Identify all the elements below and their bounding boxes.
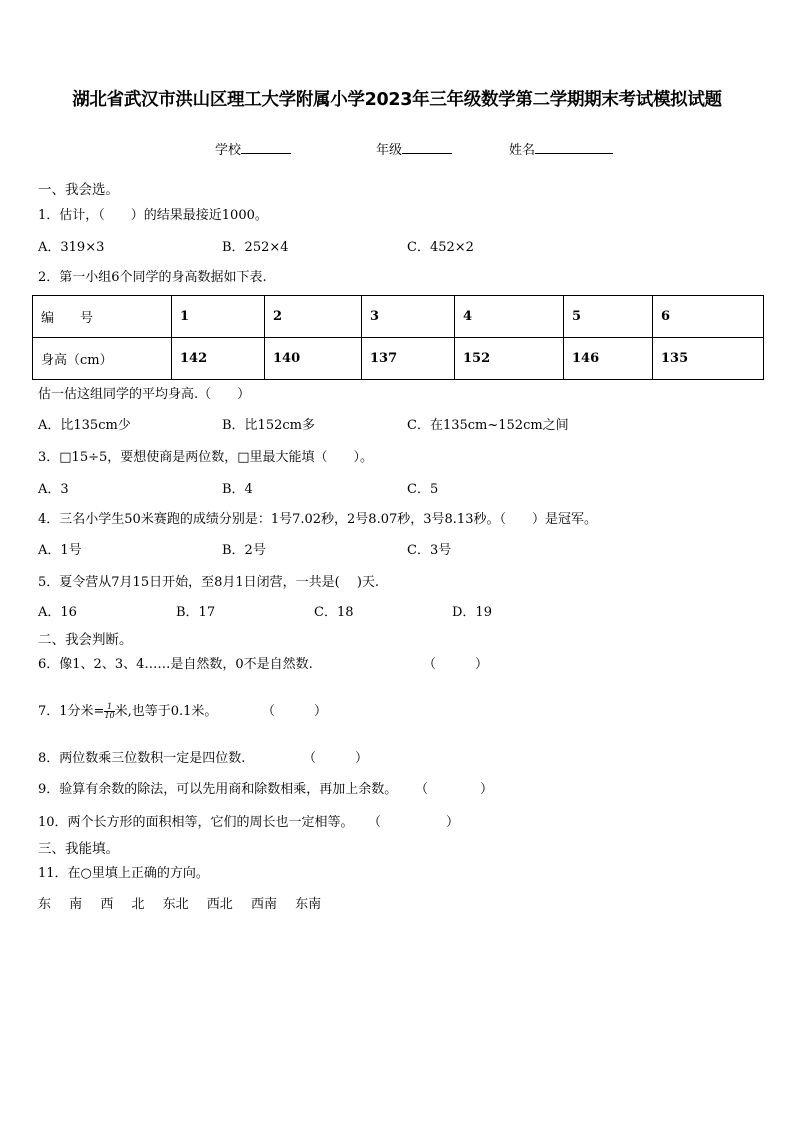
table-cell: 1	[172, 296, 265, 338]
direction-word: 东	[38, 897, 52, 912]
table-cell: 137	[362, 338, 455, 380]
q2-option-b[interactable]: B．比152cm多	[222, 418, 315, 433]
table-row	[33, 338, 764, 380]
q7-stem	[38, 703, 217, 720]
direction-word: 西南	[250, 897, 277, 912]
q1-option-b[interactable]: B．252×4	[222, 240, 289, 255]
name-label: 姓名	[509, 143, 536, 158]
table-cell: 身高（cm）	[33, 338, 172, 380]
q5-option-b[interactable]: B．17	[176, 605, 216, 620]
grade-label: 年级	[376, 143, 403, 158]
school-label: 学校	[215, 143, 242, 158]
name-blank[interactable]	[535, 141, 613, 154]
q1-option-c[interactable]: C．452×2	[407, 240, 474, 255]
q9-stem: 9．验算有余数的除法，可以先用商和除数相乘，再加上余数。	[38, 782, 398, 797]
table-cell: 4	[455, 296, 564, 338]
table-cell: 135	[653, 338, 764, 380]
page-title: 湖北省武汉市洪山区理工大学附属小学2023年三年级数学第二学期期末考试模拟试题	[72, 90, 722, 110]
direction-word: 西	[100, 897, 114, 912]
q6-answer-paren[interactable]: （ ）	[423, 657, 489, 672]
q8-stem: 8．两位数乘三位数积一定是四位数.	[38, 751, 246, 766]
q3-option-a[interactable]: A．3	[38, 482, 69, 497]
q2-option-a[interactable]: A．比135cm少	[38, 418, 131, 433]
q4-option-a[interactable]: A．1号	[38, 543, 82, 558]
table-cell: 6	[653, 296, 764, 338]
table-cell: 5	[564, 296, 653, 338]
direction-word: 东北	[162, 897, 189, 912]
q8-answer-paren[interactable]: （ ）	[303, 751, 369, 766]
table-cell: 146	[564, 338, 653, 380]
q5-option-c[interactable]: C．18	[314, 605, 354, 620]
section-2-heading: 二、我会判断。	[38, 632, 133, 648]
q5-stem: 5．夏令营从7月15日开始，至8月1日闭营，一共是( )天.	[38, 575, 380, 590]
table-cell: 2	[265, 296, 362, 338]
q3-stem: 3．□15÷5，要想使商是两位数，□里最大能填（ ）。	[38, 450, 374, 465]
q10-answer-paren[interactable]: （ ）	[368, 815, 460, 830]
q6-stem: 6．像1、2、3、4……是自然数，0不是自然数.	[38, 657, 313, 672]
q4-option-c[interactable]: C．3号	[407, 543, 452, 558]
q1-option-a[interactable]: A．319×3	[38, 240, 105, 255]
q1-stem: 1．估计，（ ）的结果最接近1000。	[38, 208, 268, 223]
table-cell: 142	[172, 338, 265, 380]
section-1-heading: 一、我会选。	[38, 182, 119, 198]
q5-option-a[interactable]: A．16	[38, 605, 77, 620]
grade-field	[376, 141, 452, 159]
direction-word: 东南	[295, 897, 322, 912]
q7-answer-paren[interactable]: （ ）	[262, 704, 328, 719]
q4-option-b[interactable]: B．2号	[222, 543, 266, 558]
fraction	[104, 703, 114, 720]
name-field	[509, 141, 613, 159]
direction-word: 南	[69, 897, 83, 912]
q2-follow: 估一估这组同学的平均身高.（ ）	[38, 387, 251, 402]
q7-post: 米,也等于0.1米。	[114, 704, 218, 719]
direction-word: 北	[131, 897, 145, 912]
fraction-numerator: 1	[104, 703, 114, 712]
grade-blank[interactable]	[402, 141, 452, 154]
q3-option-c[interactable]: C．5	[407, 482, 439, 497]
fraction-denominator: 10	[104, 711, 115, 720]
q9-answer-paren[interactable]: （ ）	[415, 782, 494, 797]
q10-stem: 10．两个长方形的面积相等，它们的周长也一定相等。	[38, 815, 354, 830]
q2-option-c[interactable]: C．在135cm~152cm之间	[407, 418, 569, 433]
school-field	[215, 141, 291, 159]
q5-option-d[interactable]: D．19	[452, 605, 492, 620]
q7-pre: 7．1分米=	[38, 704, 105, 719]
table-row	[33, 296, 764, 338]
table-cell: 152	[455, 338, 564, 380]
height-table	[32, 295, 764, 380]
q2-stem: 2．第一小组6个同学的身高数据如下表.	[38, 270, 267, 285]
direction-list	[38, 897, 321, 913]
section-3-heading: 三、我能填。	[38, 841, 119, 857]
q3-option-b[interactable]: B．4	[222, 482, 253, 497]
direction-word: 西北	[206, 897, 233, 912]
q11-stem: 11．在○里填上正确的方向。	[38, 866, 209, 881]
table-cell: 3	[362, 296, 455, 338]
table-cell: 编 号	[33, 296, 172, 338]
school-blank[interactable]	[241, 141, 291, 154]
table-cell: 140	[265, 338, 362, 380]
q4-stem: 4．三名小学生50米赛跑的成绩分别是：1号7.02秒，2号8.07秒，3号8.13秒。（ ）是冠军。	[38, 512, 597, 527]
